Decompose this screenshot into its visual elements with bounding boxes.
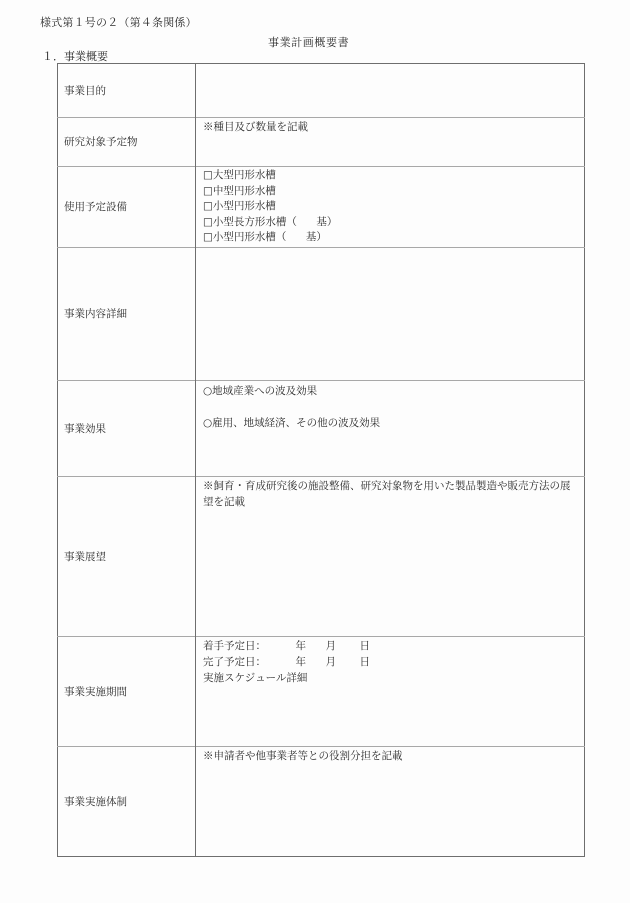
note-implementation-structure: ※申請者や他事業者等との役割分担を記載: [203, 750, 403, 762]
row-implementation-structure: [58, 747, 585, 857]
row-business-effect: [58, 381, 585, 477]
schedule-details-label: 実施スケジュール詳細: [203, 672, 308, 684]
document-title: 事業計画概要書: [268, 36, 350, 49]
checkbox-small-rect-tank[interactable]: □小型長方形水槽（ 基）: [203, 215, 338, 228]
checkbox-small-round-tank-count[interactable]: □小型円形水槽（ 基）: [203, 231, 327, 243]
count-unit: 基）: [305, 231, 327, 243]
field-implementation-period: [196, 637, 585, 747]
effect-employment-economy: ○雇用、地域経済、その他の波及効果: [203, 417, 381, 429]
checkbox-medium-round-tank[interactable]: □中型円形水槽: [203, 184, 276, 197]
start-date-line[interactable]: 着手予定日： 年 月 日: [203, 640, 370, 652]
row-research-target: [58, 118, 585, 167]
label-business-outlook: 事業展望: [58, 477, 196, 637]
checkbox-icon: □: [203, 169, 213, 181]
note-research-target: ※種目及び数量を記載: [203, 121, 308, 133]
checkbox-icon: □: [203, 215, 213, 228]
field-business-purpose[interactable]: [196, 64, 585, 118]
label-implementation-structure: 事業実施体制: [58, 747, 196, 857]
label-business-purpose: 事業目的: [58, 64, 196, 118]
field-research-target[interactable]: [196, 118, 585, 167]
row-business-purpose: [58, 64, 585, 118]
field-planned-equipment: [196, 167, 585, 248]
field-implementation-structure[interactable]: [196, 747, 585, 857]
field-business-effect[interactable]: [196, 381, 585, 477]
label-planned-equipment: 使用予定設備: [58, 167, 196, 248]
business-overview-table: [57, 63, 585, 857]
row-business-outlook: [58, 477, 585, 637]
row-planned-equipment: [58, 167, 585, 248]
effect-regional-industry: ○地域産業への波及効果: [203, 385, 318, 397]
section-heading: １．事業概要: [42, 50, 108, 63]
checkbox-small-round-tank[interactable]: □小型円形水槽: [203, 200, 276, 212]
field-business-outlook[interactable]: [196, 477, 585, 637]
checkbox-icon: □: [203, 231, 213, 243]
checkbox-icon: □: [203, 200, 213, 212]
note-business-outlook: ※飼育・育成研究後の施設整備、研究対象物を用いた製品製造や販売方法の展望を記載: [203, 480, 571, 508]
label-business-details: 事業内容詳細: [58, 248, 196, 381]
count-unit: 基）: [316, 215, 338, 228]
label-business-effect: 事業効果: [58, 381, 196, 477]
label-research-target: 研究対象予定物: [58, 118, 196, 167]
checkbox-icon: □: [203, 184, 213, 197]
label-implementation-period: 事業実施期間: [58, 637, 196, 747]
form-number: 様式第１号の２（第４条関係）: [40, 16, 197, 29]
row-business-details: [58, 248, 585, 381]
end-date-line[interactable]: 完了予定日： 年 月 日: [203, 656, 370, 668]
field-business-details[interactable]: [196, 248, 585, 381]
row-implementation-period: [58, 637, 585, 747]
checkbox-large-round-tank[interactable]: □大型円形水槽: [203, 169, 276, 181]
